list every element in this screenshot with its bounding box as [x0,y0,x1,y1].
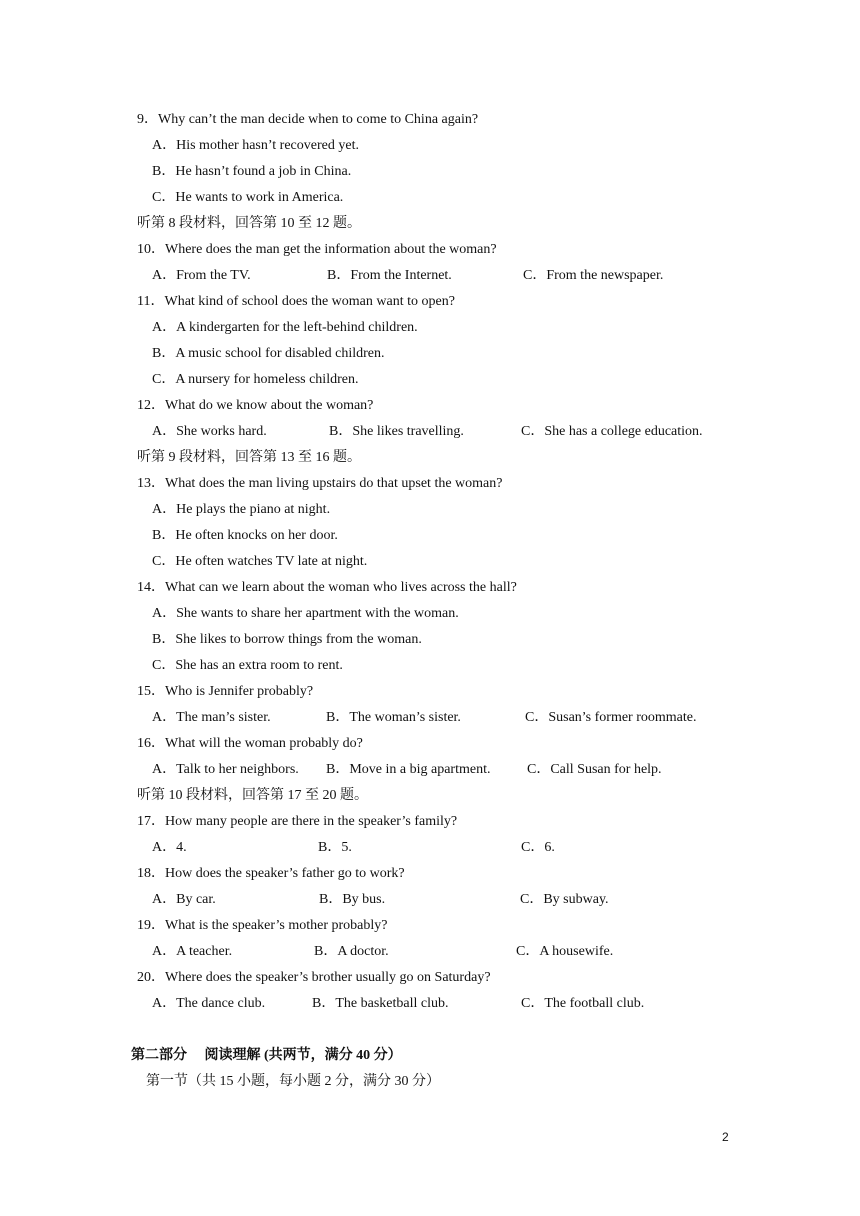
option-17a: A．4. [152,840,187,855]
question-11: 11．What kind of school does the woman want to open? [137,294,455,309]
section-heading-8: 听第 8 段材料，回答第 10 至 12 题。 [137,216,361,231]
option-18a: A．By car. [152,892,216,907]
option-17c: C．6. [521,840,555,855]
question-9: 9．Why can’t the man decide when to come to China again? [137,112,479,127]
section-heading-10: 听第 10 段材料，回答第 17 至 20 题。 [137,788,368,803]
option-16c: C．Call Susan for help. [527,762,662,777]
option-15a: A．The man’s sister. [152,710,271,725]
option-13b: B．He often knocks on her door. [152,528,338,543]
page-number: 2 [722,1130,729,1144]
option-10c: C．From the newspaper. [523,268,664,283]
option-12c: C．She has a college education. [521,424,703,439]
question-14: 14．What can we learn about the woman who lives across the hall? [137,580,517,595]
option-14b: B．She likes to borrow things from the woman. [152,632,422,647]
question-17: 17．How many people are there in the speaker’s family? [137,814,458,829]
question-16: 16．What will the woman probably do? [137,736,363,751]
option-11b: B．A music school for disabled children. [152,346,385,361]
part2-subtitle: 第一节（共 15 小题，每小题 2 分，满分 30 分） [146,1074,440,1089]
option-20b: B．The basketball club. [312,996,449,1011]
option-9b: B．He hasn’t found a job in China. [152,164,352,179]
part2-title: 第二部分 阅读理解 (共两节，满分 40 分） [131,1048,402,1063]
option-15b: B．The woman’s sister. [326,710,461,725]
option-16b: B．Move in a big apartment. [326,762,491,777]
option-10a: A．From the TV. [152,268,251,283]
option-20a: A．The dance club. [152,996,266,1011]
option-15c: C．Susan’s former roommate. [525,710,697,725]
option-10b: B．From the Internet. [327,268,452,283]
option-19a: A．A teacher. [152,944,233,959]
question-15: 15．Who is Jennifer probably? [137,684,314,699]
option-19c: C．A housewife. [516,944,614,959]
option-18c: C．By subway. [520,892,609,907]
option-14c: C．She has an extra room to rent. [152,658,343,673]
option-18b: B．By bus. [319,892,386,907]
option-17b: B．5. [318,840,352,855]
option-11c: C．A nursery for homeless children. [152,372,359,387]
question-19: 19．What is the speaker’s mother probably? [137,918,388,933]
option-11a: A．A kindergarten for the left-behind children. [152,320,418,335]
option-14a: A．She wants to share her apartment with the woman. [152,606,459,621]
question-10: 10．Where does the man get the information about the woman? [137,242,497,257]
option-16a: A．Talk to her neighbors. [152,762,299,777]
option-19b: B．A doctor. [314,944,389,959]
question-18: 18．How does the speaker’s father go to work? [137,866,405,881]
option-9a: A．His mother hasn’t recovered yet. [152,138,359,153]
question-13: 13．What does the man living upstairs do that upset the woman? [137,476,503,491]
option-12b: B．She likes travelling. [329,424,464,439]
question-12: 12．What do we know about the woman? [137,398,374,413]
option-20c: C．The football club. [521,996,645,1011]
section-heading-9: 听第 9 段材料，回答第 13 至 16 题。 [137,450,361,465]
question-20: 20．Where does the speaker’s brother usually go on Saturday? [137,970,491,985]
option-12a: A．She works hard. [152,424,267,439]
option-13c: C．He often watches TV late at night. [152,554,368,569]
option-9c: C．He wants to work in America. [152,190,344,205]
option-13a: A．He plays the piano at night. [152,502,331,517]
